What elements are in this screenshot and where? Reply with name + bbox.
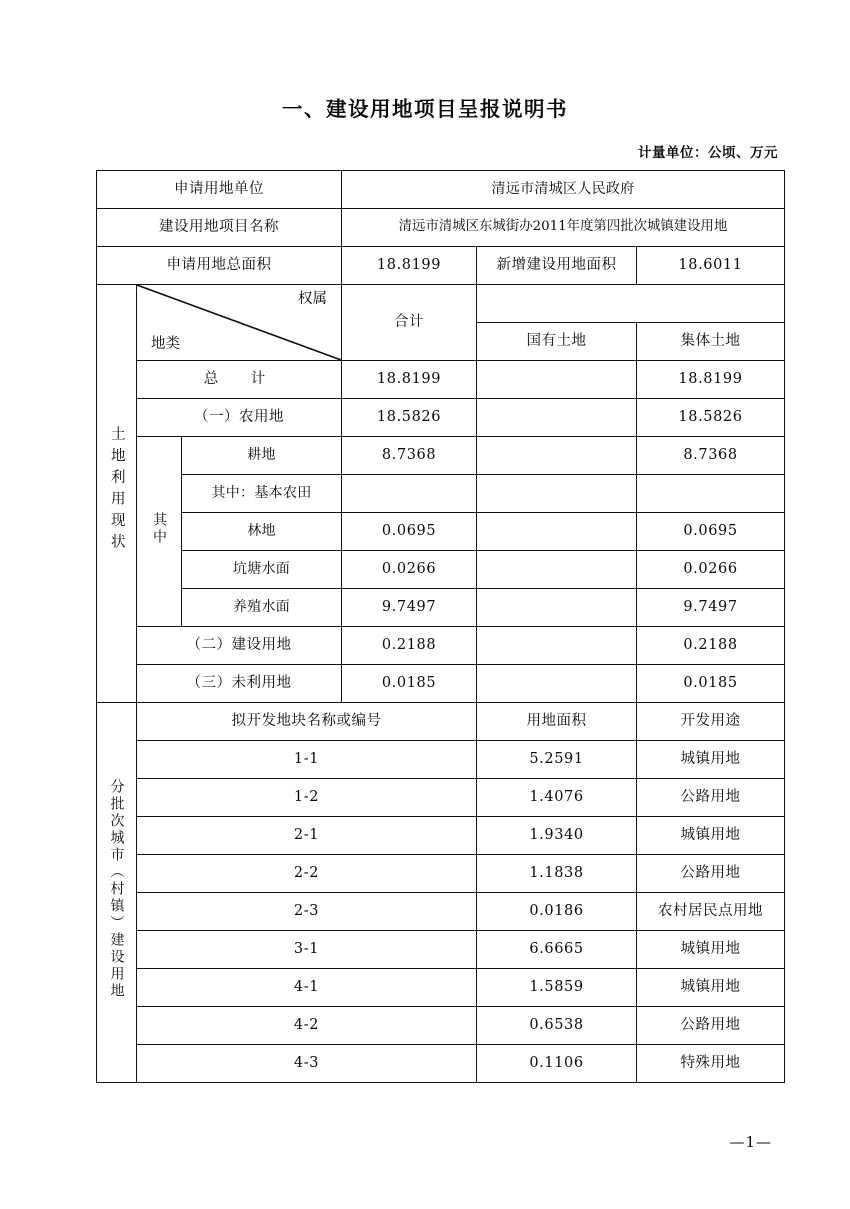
table-row (97, 1045, 785, 1083)
cell-total: 0.0266 (342, 551, 477, 589)
landtype-label: 地类 (151, 336, 180, 353)
table-row (97, 1007, 785, 1045)
table-row (97, 817, 785, 855)
land-status-section-label: 土地利用现状 (108, 426, 125, 556)
table-row-areas (97, 247, 785, 285)
row-label-construction: （二）建设用地 (137, 627, 342, 665)
cell-total: 0.0185 (342, 665, 477, 703)
cell-collective: 8.7368 (637, 437, 785, 475)
table-row-landtype-header-1 (97, 285, 785, 323)
cell-state (477, 361, 637, 399)
cell-parcel-id: 4-2 (137, 1007, 477, 1045)
batch-section-label-cell (97, 703, 137, 1083)
cell-parcel-purpose: 特殊用地 (637, 1045, 785, 1083)
table-row (97, 437, 785, 475)
cell-parcel-area: 0.6538 (477, 1007, 637, 1045)
cell-parcel-id: 2-1 (137, 817, 477, 855)
column-header-parcel: 拟开发地块名称或编号 (137, 703, 477, 741)
cell-parcel-id: 2-3 (137, 893, 477, 931)
row-label-cultivated: 耕地 (182, 437, 342, 475)
subgroup-label-cell (137, 437, 182, 627)
table-row (97, 855, 785, 893)
cell-collective: 0.0185 (637, 665, 785, 703)
cell-parcel-area: 5.2591 (477, 741, 637, 779)
row-label-agricultural: （一）农用地 (137, 399, 342, 437)
table-row (97, 513, 785, 551)
project-value: 清远市清城区东城街办2011年度第四批次城镇建设用地 (342, 209, 785, 247)
cell-parcel-purpose: 城镇用地 (637, 741, 785, 779)
subgroup-label: 其中 (151, 511, 167, 546)
table-row (97, 399, 785, 437)
row-label-forest: 林地 (182, 513, 342, 551)
cell-parcel-area: 1.1838 (477, 855, 637, 893)
table-row (97, 627, 785, 665)
cell-parcel-purpose: 城镇用地 (637, 969, 785, 1007)
new-area-label: 新增建设用地面积 (477, 247, 637, 285)
cell-state (477, 475, 637, 513)
cell-collective: 0.0266 (637, 551, 785, 589)
cell-parcel-area: 6.6665 (477, 931, 637, 969)
cell-collective: 18.8199 (637, 361, 785, 399)
table-row-batch-header (97, 703, 785, 741)
table-row (97, 665, 785, 703)
cell-parcel-purpose: 公路用地 (637, 855, 785, 893)
row-label-total: 总 计 (137, 361, 342, 399)
table-row (97, 779, 785, 817)
ownership-landtype-diagonal-header (137, 285, 342, 361)
column-header-state-land: 国有土地 (477, 323, 637, 361)
page-title: 一、建设用地项目呈报说明书 (282, 97, 568, 121)
cell-state (477, 551, 637, 589)
cell-total: 0.2188 (342, 627, 477, 665)
cell-parcel-purpose: 公路用地 (637, 1007, 785, 1045)
land-use-report-table (96, 170, 785, 1083)
cell-parcel-purpose: 城镇用地 (637, 931, 785, 969)
ownership-label: 权属 (298, 291, 328, 307)
total-area-value: 18.8199 (342, 247, 477, 285)
cell-parcel-purpose: 农村居民点用地 (637, 893, 785, 931)
cell-collective: 0.2188 (637, 627, 785, 665)
table-row-project (97, 209, 785, 247)
cell-parcel-area: 1.5859 (477, 969, 637, 1007)
cell-parcel-area: 0.0186 (477, 893, 637, 931)
new-area-value: 18.6011 (637, 247, 785, 285)
cell-state (477, 399, 637, 437)
measurement-unit-note: 计量单位：公顷、万元 (638, 145, 778, 161)
cell-state (477, 665, 637, 703)
cell-total: 9.7497 (342, 589, 477, 627)
table-row (97, 931, 785, 969)
page-number: —1— (729, 1133, 772, 1151)
row-label-pond-surface: 坑塘水面 (182, 551, 342, 589)
cell-parcel-area: 0.1106 (477, 1045, 637, 1083)
table-row-applicant (97, 171, 785, 209)
table-row (97, 551, 785, 589)
column-header-purpose: 开发用途 (637, 703, 785, 741)
row-label-aquaculture-surface: 养殖水面 (182, 589, 342, 627)
cell-state (477, 437, 637, 475)
cell-parcel-area: 1.9340 (477, 817, 637, 855)
applicant-value: 清远市清城区人民政府 (342, 171, 785, 209)
cell-parcel-area: 1.4076 (477, 779, 637, 817)
cell-total: 18.5826 (342, 399, 477, 437)
cell-parcel-id: 4-1 (137, 969, 477, 1007)
table-row (97, 969, 785, 1007)
total-area-label: 申请用地总面积 (97, 247, 342, 285)
cell-parcel-id: 1-1 (137, 741, 477, 779)
ownership-group-blank (477, 285, 785, 323)
project-label: 建设用地项目名称 (97, 209, 342, 247)
cell-collective (637, 475, 785, 513)
cell-parcel-id: 4-3 (137, 1045, 477, 1083)
cell-parcel-purpose: 公路用地 (637, 779, 785, 817)
cell-total: 0.0695 (342, 513, 477, 551)
column-header-total: 合计 (342, 285, 477, 361)
cell-state (477, 589, 637, 627)
column-header-collective-land: 集体土地 (637, 323, 785, 361)
cell-parcel-id: 3-1 (137, 931, 477, 969)
cell-collective: 0.0695 (637, 513, 785, 551)
column-header-parcel-area: 用地面积 (477, 703, 637, 741)
table-row (97, 893, 785, 931)
table-row (97, 589, 785, 627)
cell-state (477, 513, 637, 551)
row-label-basic-farmland: 其中：基本农田 (182, 475, 342, 513)
cell-collective: 18.5826 (637, 399, 785, 437)
table-row (97, 361, 785, 399)
applicant-label: 申请用地单位 (97, 171, 342, 209)
cell-parcel-id: 1-2 (137, 779, 477, 817)
cell-parcel-id: 2-2 (137, 855, 477, 893)
batch-section-label: 分批次城市（村镇）建设用地 (108, 779, 125, 1001)
row-label-unused: （三）未利用地 (137, 665, 342, 703)
cell-parcel-purpose: 城镇用地 (637, 817, 785, 855)
table-row (97, 475, 785, 513)
cell-collective: 9.7497 (637, 589, 785, 627)
table-row (97, 741, 785, 779)
cell-total: 8.7368 (342, 437, 477, 475)
cell-total (342, 475, 477, 513)
land-status-section-label-cell (97, 285, 137, 703)
cell-total: 18.8199 (342, 361, 477, 399)
cell-state (477, 627, 637, 665)
